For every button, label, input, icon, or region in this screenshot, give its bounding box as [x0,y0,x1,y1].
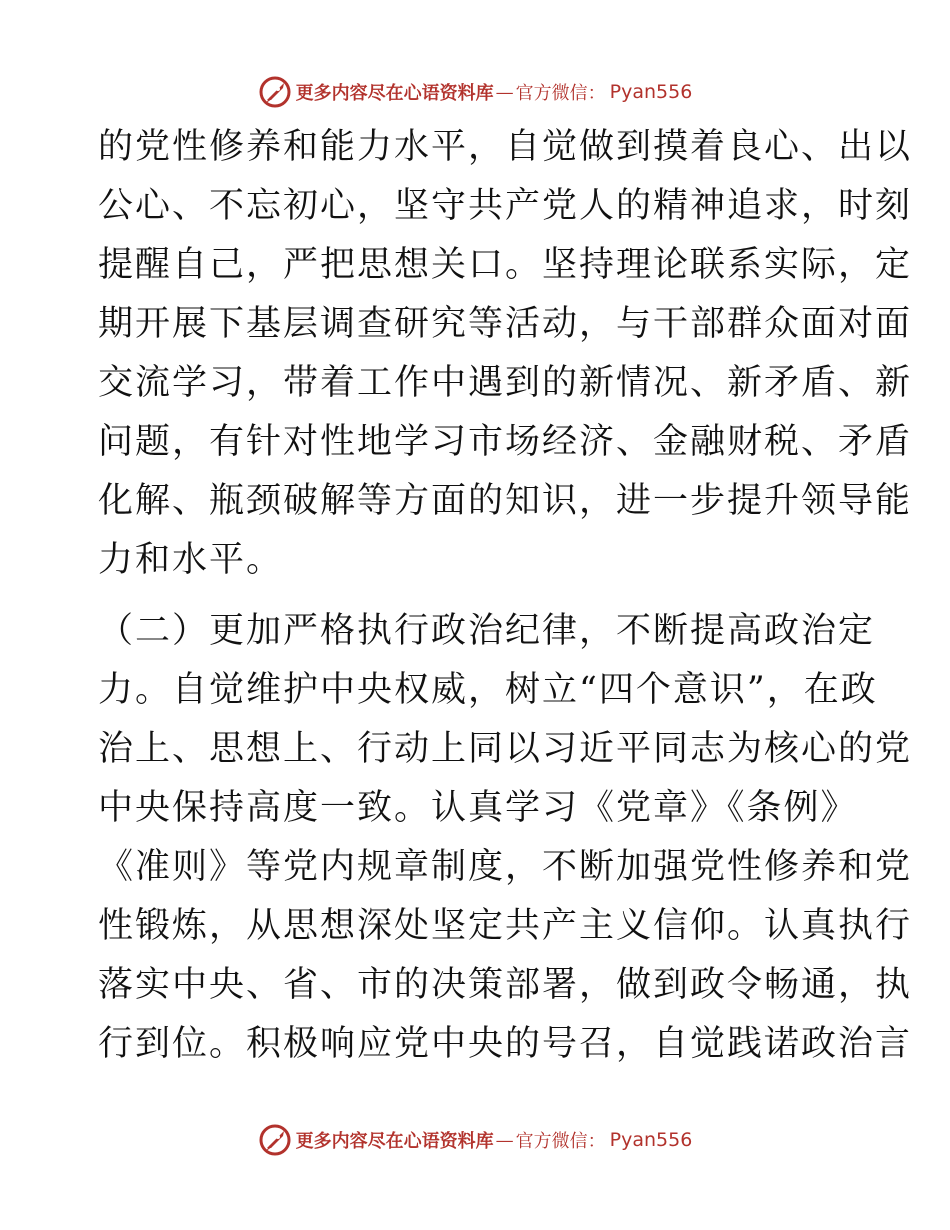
banner-separator: — [495,81,514,103]
text-line: 力和水平。 [98,540,284,580]
footer-banner [0,1120,950,1160]
text-line: 行到位。积极响应党中央的号召，自觉践诺政治言 [98,1024,913,1064]
paragraph-spacer [98,590,858,602]
text-line: 《准则》等党内规章制度，不断加强党性修养和党 [98,847,913,887]
banner-library-text: 更多内容尽在心语资料库 [295,83,494,104]
text-line: 治上、思想上、行动上同以习近平同志为核心的党 [98,729,913,769]
text-line: 交流学习，带着工作中遇到的新情况、新矛盾、新 [98,363,913,403]
banner-wechat-id: Pyan556 [609,1129,693,1151]
text-line: 落实中央、省、市的决策部署，做到政令畅通，执 [98,965,913,1005]
text-line: 化解、瓶颈破解等方面的知识，进一步提升领导能 [98,481,913,521]
text-line: 公心、不忘初心，坚守共产党人的精神追求，时刻 [98,186,913,226]
pen-nib-logo-icon [258,1123,292,1157]
banner-wechat-label: 官方微信： [515,83,606,104]
banner-wechat-id: Pyan556 [609,81,693,103]
text-line: 问题，有针对性地学习市场经济、金融财税、矛盾 [98,422,913,462]
text-line: 中央保持高度一致。认真学习《党章》《条例》 [98,788,858,828]
text-line: 力。自觉维护中央权威，树立“四个意识”，在政 [98,670,878,710]
header-banner [0,72,950,112]
pen-nib-logo-icon [258,75,292,109]
banner-library-text: 更多内容尽在心语资料库 [295,1131,494,1152]
paragraph-1 [98,118,913,590]
text-line: 性锻炼，从思想深处坚定共产主义信仰。认真执行 [98,906,913,946]
text-line: 的党性修养和能力水平，自觉做到摸着良心、出以 [98,127,913,167]
text-line: 提醒自己，严把思想关口。坚持理论联系实际，定 [98,245,913,285]
paragraph-2 [98,602,913,1074]
text-line: （二）更加严格执行政治纪律，不断提高政治定 [98,611,876,651]
text-line: 期开展下基层调查研究等活动，与干部群众面对面 [98,304,913,344]
document-body [98,118,913,1074]
banner-separator: — [495,1129,514,1151]
banner-wechat-label: 官方微信： [515,1131,606,1152]
